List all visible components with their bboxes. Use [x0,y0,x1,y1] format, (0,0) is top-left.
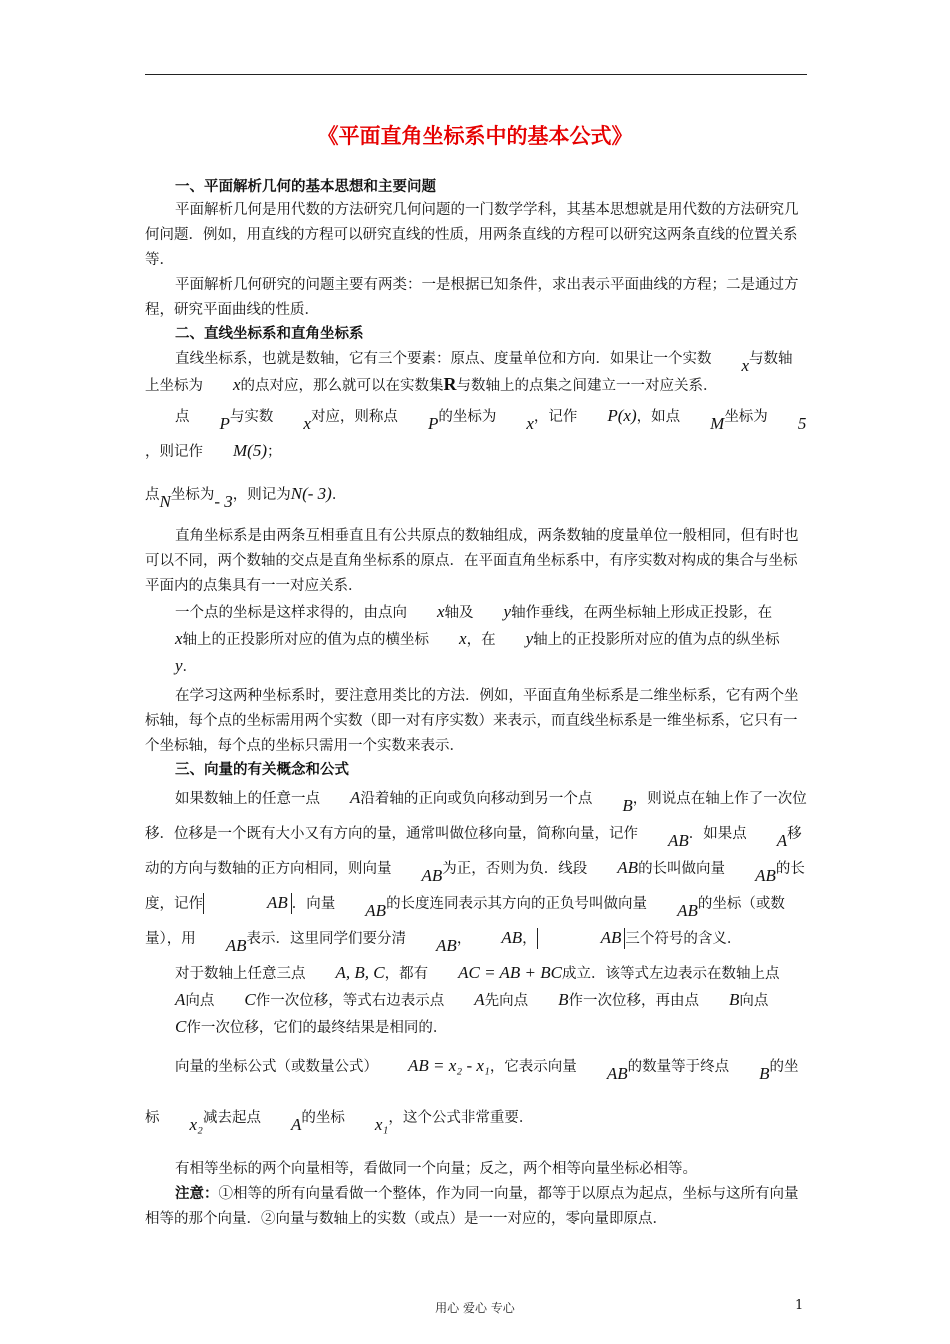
note-label: 注意： [175,1186,219,1202]
header-rule [145,74,807,75]
paragraph: 点N坐标为- 3，则记为N(- 3)． [145,484,347,511]
document-body [145,176,807,1232]
page-number: 1 [795,1298,804,1313]
paragraph: 向量的坐标公式（或数量公式） AB = x₂ - x₁，它表示向量 AB的数量等于终点 B的坐标 x₂减去起点 A的坐标 x₁，这个公式非常重要． [145,1056,799,1134]
paragraph: 直角坐标系是由两条互相垂直且有公共原点的数轴组成，两条数轴的度量单位一般相同，但有时也可以不同，两个数轴的交点是直角坐标系的原点．在平面直角坐标系中，有序实数对构成的集合与坐标平面内的点集具有一一对应关系． [145,528,799,594]
section-heading-3: 三、向量的有关概念和公式 [175,762,349,778]
paragraph: 一个点的坐标是这样求得的，由点向 x轴及 y轴作垂线，在两坐标轴上形成正投影，在x轴上的正投影所对应的值为点的横坐标 x，在 y轴上的正投影所对应的值为点的纵坐标y． [175,602,780,675]
paragraph: 在学习这两种坐标系时，要注意用类比的方法．例如，平面直角坐标系是二维坐标系，它有两个坐标轴，每个点的坐标需用两个实数（即一对有序实数）来表示，而直线坐标系是一维坐标系，它只有一个坐标轴，每个点的坐标只需用一个实数来表示． [145,688,799,754]
paragraph: 平面解析几何研究的问题主要有两类：一是根据已知条件，求出表示平面曲线的方程；二是通过方程，研究平面曲线的性质． [145,277,799,318]
paragraph: 点 P与实数 x对应，则称点 P的坐标为 x，记作 P(x)，如点 M坐标为 5，则记作 M(5)； [145,406,807,460]
paragraph: 如果数轴上的任意一点 A沿着轴的正向或负向移动到另一个点 B，则说点在轴上作了一次位移．位移是一个既有大小又有方向的量，通常叫做位移向量，简称向量，记作 AB．如果点 A移动的方向与数轴的正方向相同，则向量 AB为正，否则为负．线段 AB的长叫做向量 AB的长度，记作 AB ．向量 AB的长度连同表示其方向的正负号叫做向量 AB的坐标（或数量），用 AB表示．这里同学们要分清 AB， AB， AB 三个符号的含义． [145,788,807,955]
paragraph: 对于数轴上任意三点 A, B, C，都有 AC = AB + BC成立．该等式左边表示在数轴上点A向点 C作一次位移，等式右边表示点 A先向点 B作一次位移，再由点 B向点C作一次位移，它们的最终结果是相同的． [175,963,780,1036]
note-paragraph: 注意：①相等的所有向量看做一个整体，作为同一向量，都等于以原点为起点，坐标与这所有向量相等的那个向量．②向量与数轴上的实数（或点）是一一对应的，零向量即原点． [145,1186,799,1227]
section-heading-2: 二、直线坐标系和直角坐标系 [175,326,364,342]
paragraph: 有相等坐标的两个向量相等，看做同一个向量；反之，两个相等向量坐标必相等。 [175,1161,697,1177]
footer-slogan: 用心 爱心 专心 [435,1301,515,1315]
section-heading-1: 一、平面解析几何的基本思想和主要问题 [175,179,436,195]
paragraph: 平面解析几何是用代数的方法研究几何问题的一门数学学科，其基本思想就是用代数的方法研究几何问题．例如，用直线的方程可以研究直线的性质，用两条直线的方程可以研究这两条直线的位置关系等． [145,202,799,268]
page-title: 《平面直角坐标系中的基本公式》 [317,124,633,148]
paragraph: 直线坐标系，也就是数轴，它有三个要素：原点、度量单位和方向．如果让一个实数 x与数轴上坐标为 x的点对应，那么就可以在实数集R与数轴上的点集之间建立一一对应关系． [145,351,793,394]
